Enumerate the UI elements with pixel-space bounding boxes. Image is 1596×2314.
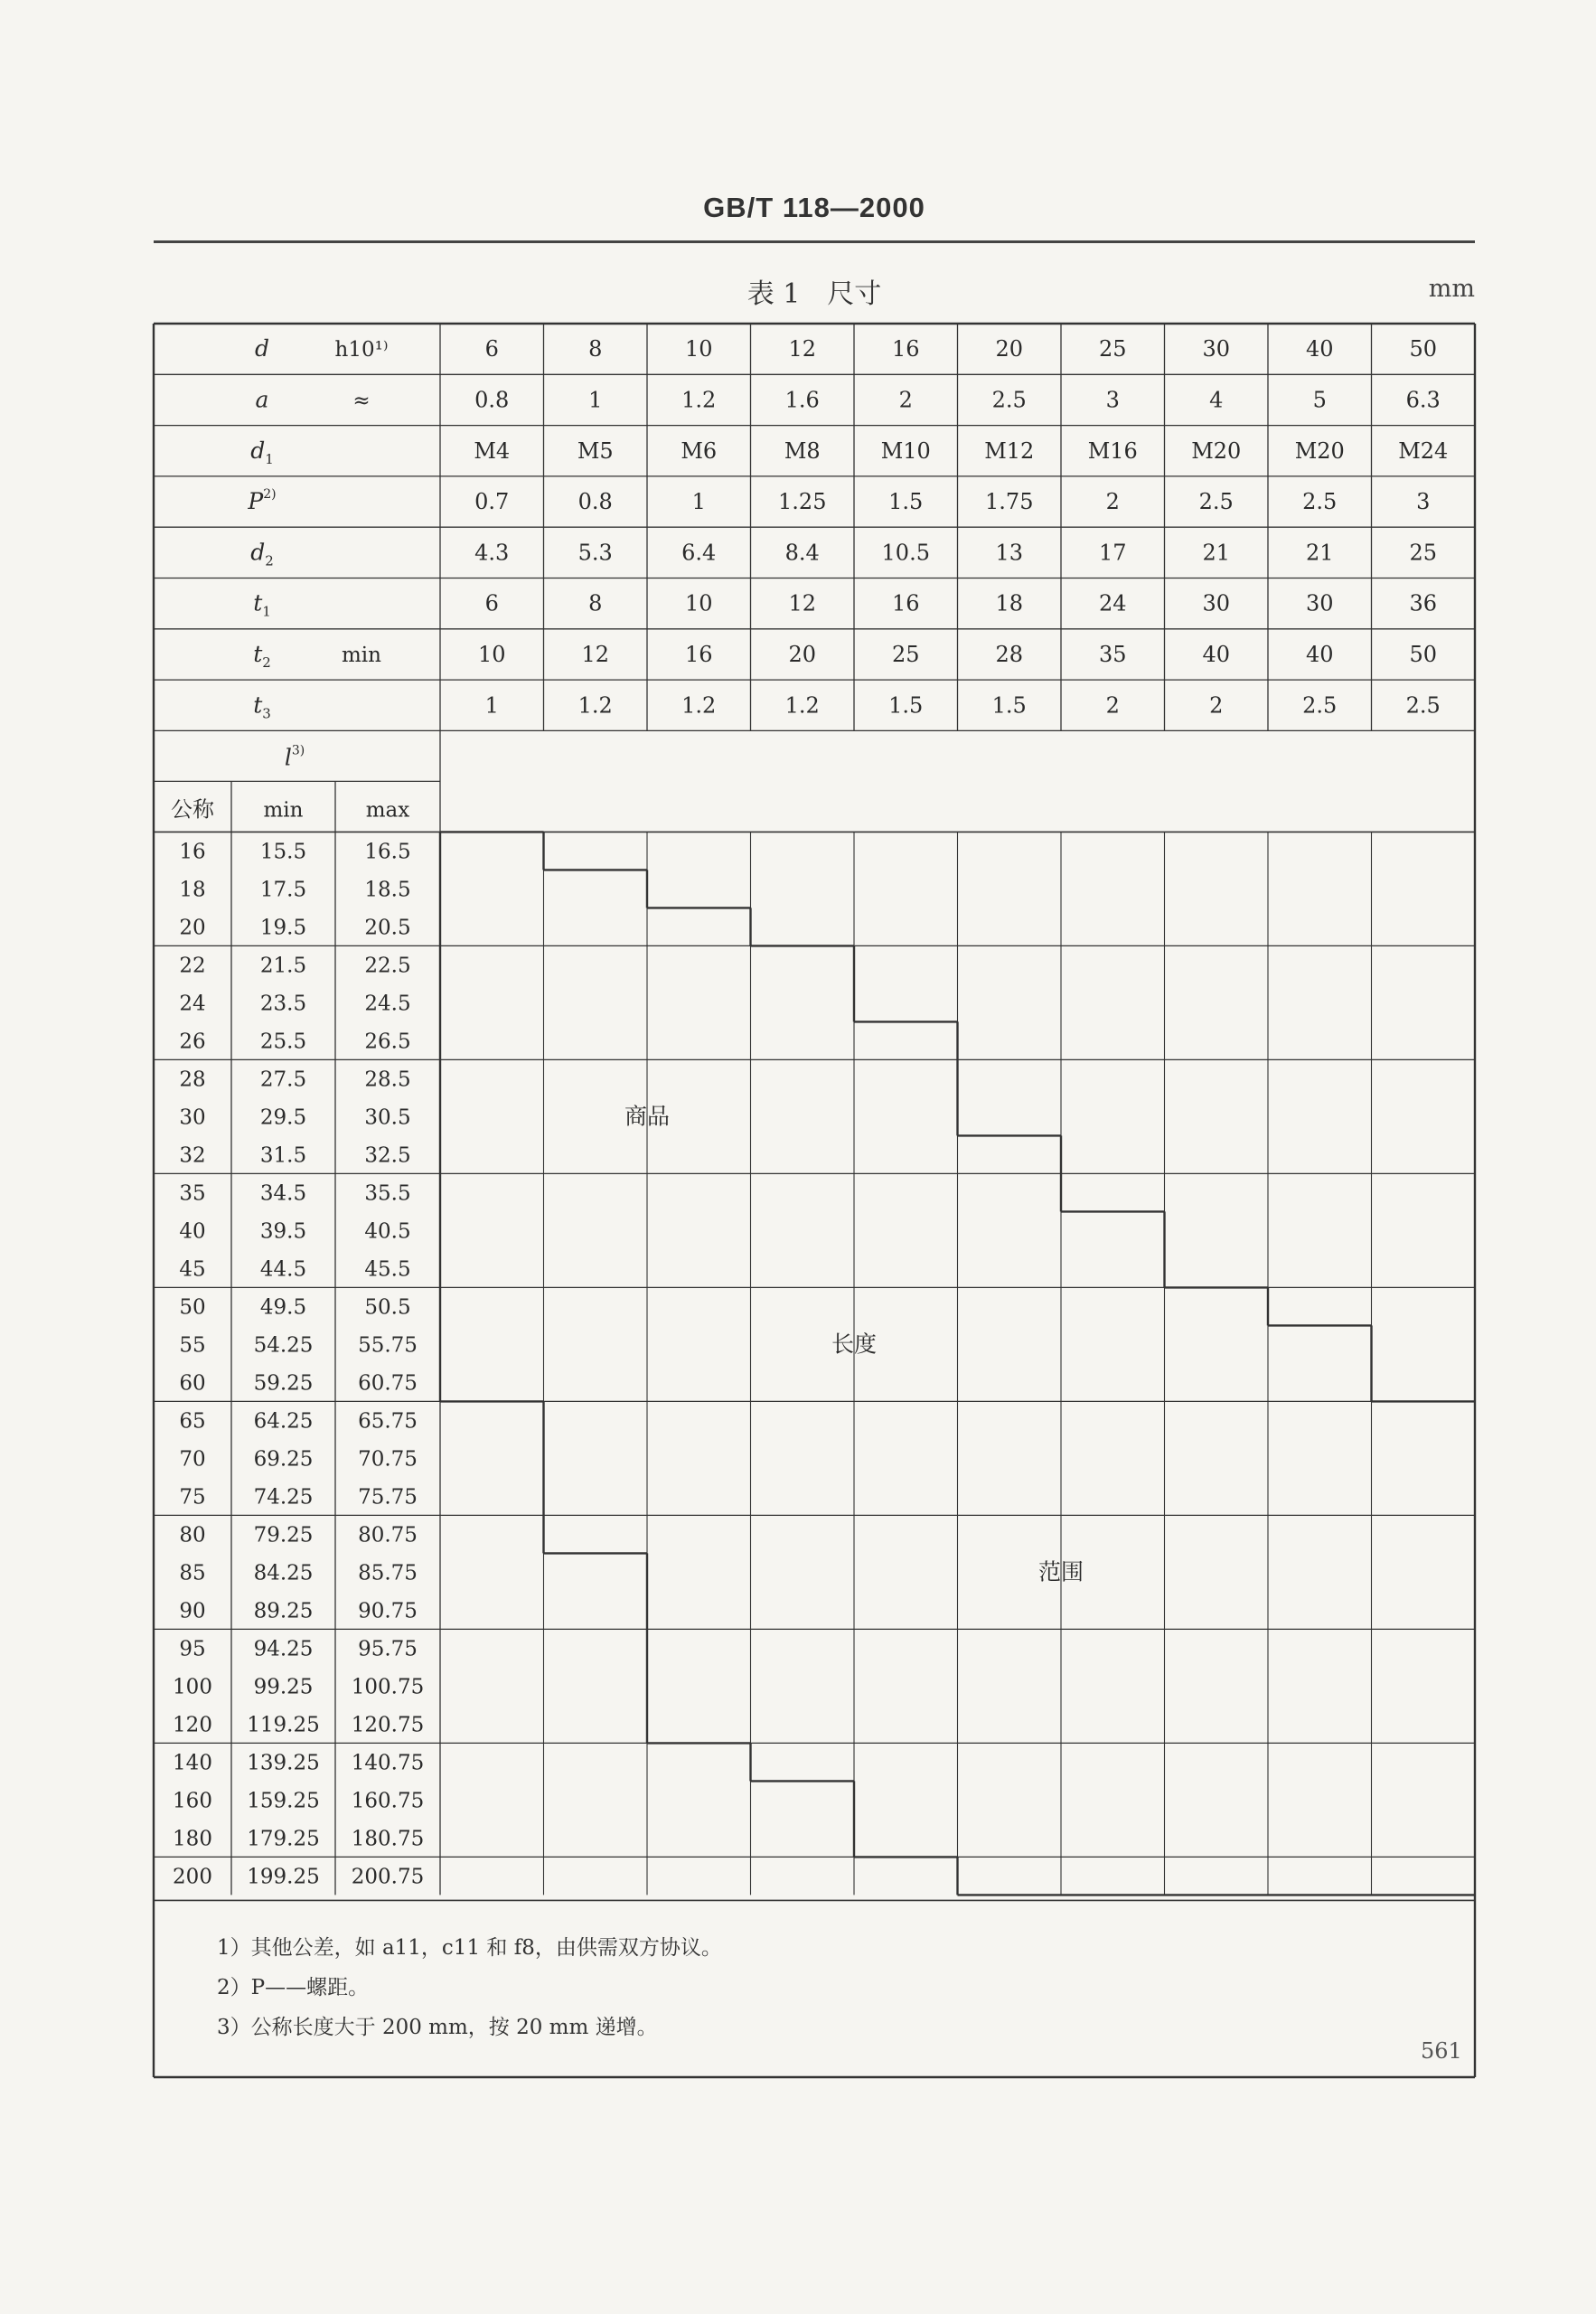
- length-value-24-1: 139.25: [247, 1751, 320, 1775]
- spec-value-6-2: 16: [684, 641, 713, 667]
- spec-value-6-0: 10: [477, 641, 506, 667]
- spec-value-5-9: 36: [1409, 590, 1438, 616]
- length-value-14-2: 60.75: [358, 1371, 418, 1396]
- length-value-20-2: 90.75: [358, 1599, 418, 1623]
- length-value-8-2: 32.5: [364, 1143, 411, 1168]
- length-value-15-2: 65.75: [358, 1409, 418, 1434]
- length-value-3-1: 21.5: [259, 954, 307, 978]
- length-value-9-2: 35.5: [364, 1181, 411, 1206]
- spec-value-1-2: 1.2: [681, 387, 717, 413]
- spec-symbol-0: d: [254, 335, 270, 362]
- spec-value-3-8: 2.5: [1302, 489, 1338, 515]
- spec-value-4-8: 21: [1305, 540, 1334, 566]
- spec-value-2-3: M8: [784, 437, 821, 464]
- length-value-12-0: 50: [179, 1295, 206, 1320]
- length-value-19-1: 84.25: [253, 1561, 314, 1585]
- length-value-13-2: 55.75: [358, 1333, 418, 1358]
- spec-value-1-8: 5: [1312, 387, 1327, 413]
- length-value-7-2: 30.5: [364, 1105, 411, 1130]
- spec-symbol-3: $P^{2)}$: [248, 487, 277, 515]
- standard-code: GB/T 118—2000: [703, 192, 925, 223]
- length-value-14-1: 59.25: [253, 1371, 314, 1396]
- length-value-25-2: 160.75: [351, 1789, 425, 1813]
- length-value-22-1: 99.25: [253, 1675, 314, 1699]
- length-value-13-1: 54.25: [253, 1333, 314, 1358]
- length-value-8-1: 31.5: [259, 1143, 307, 1168]
- length-value-13-0: 55: [179, 1333, 206, 1358]
- spec-value-4-3: 8.4: [784, 540, 820, 566]
- table-unit: mm: [1428, 275, 1475, 303]
- spec-value-3-4: 1.5: [888, 489, 924, 515]
- length-value-16-2: 70.75: [358, 1447, 418, 1472]
- spec-value-7-6: 2: [1105, 692, 1120, 719]
- spec-value-7-1: 1.2: [577, 692, 613, 719]
- spec-value-2-1: M5: [577, 437, 614, 464]
- spec-value-7-7: 2: [1209, 692, 1224, 719]
- length-value-12-1: 49.5: [259, 1295, 307, 1320]
- length-value-11-1: 44.5: [259, 1257, 307, 1282]
- length-value-12-2: 50.5: [364, 1295, 411, 1320]
- spec-symbol-4: $d_2$: [250, 539, 274, 569]
- spec-value-0-7: 30: [1202, 336, 1231, 362]
- spec-value-5-1: 8: [588, 590, 603, 616]
- spec-value-5-8: 30: [1305, 590, 1334, 616]
- length-value-18-2: 80.75: [358, 1523, 418, 1547]
- length-value-27-1: 199.25: [247, 1865, 320, 1889]
- length-value-3-0: 22: [179, 954, 206, 978]
- spec-value-1-4: 2: [898, 387, 913, 413]
- spec-value-0-2: 10: [684, 336, 713, 362]
- spec-value-6-6: 35: [1098, 641, 1127, 667]
- range-word-2: 长度: [831, 1331, 878, 1358]
- spec-note-6: min: [342, 643, 381, 667]
- length-value-1-1: 17.5: [259, 878, 307, 902]
- length-value-7-0: 30: [179, 1105, 206, 1130]
- length-value-21-2: 95.75: [358, 1637, 418, 1661]
- length-col-min: min: [263, 798, 304, 823]
- length-value-18-0: 80: [179, 1523, 206, 1547]
- length-value-6-2: 28.5: [364, 1068, 411, 1092]
- length-value-10-1: 39.5: [259, 1219, 307, 1244]
- spec-value-2-5: M12: [984, 437, 1035, 464]
- spec-value-3-5: 1.75: [985, 489, 1034, 515]
- spec-value-4-2: 6.4: [681, 540, 717, 566]
- spec-value-4-0: 4.3: [474, 540, 510, 566]
- spec-value-2-0: M4: [474, 437, 511, 464]
- spec-value-1-0: 0.8: [474, 387, 510, 413]
- spec-symbol-2: $d_1$: [250, 437, 274, 467]
- length-value-22-2: 100.75: [351, 1675, 425, 1699]
- spec-value-6-8: 40: [1305, 641, 1334, 667]
- length-value-9-1: 34.5: [259, 1181, 307, 1206]
- page-number: 561: [1421, 2038, 1462, 2064]
- spec-value-4-4: 10.5: [881, 540, 930, 566]
- length-value-5-1: 25.5: [259, 1030, 307, 1054]
- spec-value-3-2: 1: [691, 489, 706, 515]
- length-value-27-0: 200: [173, 1865, 212, 1889]
- length-value-11-0: 45: [179, 1257, 206, 1282]
- length-value-15-0: 65: [179, 1409, 206, 1434]
- spec-value-4-6: 17: [1098, 540, 1127, 566]
- spec-value-7-8: 2.5: [1302, 692, 1338, 719]
- length-value-5-0: 26: [179, 1030, 206, 1054]
- length-value-11-2: 45.5: [364, 1257, 411, 1282]
- spec-value-6-5: 28: [995, 641, 1024, 667]
- spec-value-5-3: 12: [788, 590, 817, 616]
- length-value-10-2: 40.5: [364, 1219, 411, 1244]
- length-value-26-0: 180: [173, 1827, 212, 1851]
- length-value-16-0: 70: [179, 1447, 206, 1472]
- spec-value-5-2: 10: [684, 590, 713, 616]
- spec-value-0-4: 16: [891, 336, 920, 362]
- spec-value-6-3: 20: [788, 641, 817, 667]
- spec-value-3-9: 3: [1416, 489, 1431, 515]
- length-value-19-2: 85.75: [358, 1561, 418, 1585]
- table-title: 表 1 尺寸: [746, 278, 882, 310]
- length-value-1-0: 18: [179, 878, 206, 902]
- spec-value-3-0: 0.7: [474, 489, 510, 515]
- length-value-6-1: 27.5: [259, 1068, 307, 1092]
- length-value-9-0: 35: [179, 1181, 206, 1206]
- range-word-3: 范围: [1037, 1558, 1084, 1585]
- spec-value-2-8: M20: [1294, 437, 1345, 464]
- length-value-17-1: 74.25: [253, 1485, 314, 1510]
- length-value-17-2: 75.75: [358, 1485, 418, 1510]
- length-value-15-1: 64.25: [253, 1409, 314, 1434]
- spec-value-4-7: 21: [1202, 540, 1231, 566]
- spec-note-1: ≈: [352, 389, 371, 413]
- spec-value-0-8: 40: [1305, 336, 1334, 362]
- length-value-25-1: 159.25: [247, 1789, 320, 1813]
- length-value-17-0: 75: [179, 1485, 206, 1510]
- spec-value-7-5: 1.5: [991, 692, 1027, 719]
- spec-value-6-9: 50: [1409, 641, 1438, 667]
- spec-symbol-7: $t_3$: [253, 691, 271, 722]
- length-value-2-0: 20: [179, 916, 206, 940]
- spec-value-7-9: 2.5: [1405, 692, 1441, 719]
- length-value-19-0: 85: [179, 1561, 206, 1585]
- spec-value-5-5: 18: [995, 590, 1024, 616]
- length-value-20-0: 90: [179, 1599, 206, 1623]
- spec-value-3-1: 0.8: [577, 489, 613, 515]
- length-value-21-0: 95: [179, 1637, 206, 1661]
- spec-value-5-7: 30: [1202, 590, 1231, 616]
- spec-value-3-6: 2: [1105, 489, 1120, 515]
- length-value-14-0: 60: [179, 1371, 206, 1396]
- length-value-27-2: 200.75: [351, 1865, 425, 1889]
- length-value-25-0: 160: [173, 1789, 212, 1813]
- spec-value-5-4: 16: [891, 590, 920, 616]
- length-value-10-0: 40: [179, 1219, 206, 1244]
- spec-value-7-2: 1.2: [681, 692, 717, 719]
- length-value-21-1: 94.25: [253, 1637, 314, 1661]
- length-col-max: max: [365, 798, 410, 823]
- length-value-2-1: 19.5: [259, 916, 307, 940]
- spec-value-7-3: 1.2: [784, 692, 820, 719]
- length-value-0-0: 16: [179, 840, 206, 864]
- length-value-23-0: 120: [173, 1713, 212, 1737]
- spec-value-7-4: 1.5: [888, 692, 924, 719]
- length-value-23-2: 120.75: [351, 1713, 425, 1737]
- length-value-1-2: 18.5: [364, 878, 411, 902]
- footnote-3: 3）公称长度大于 200 mm，按 20 mm 递增。: [217, 2016, 658, 2039]
- spec-value-6-7: 40: [1202, 641, 1231, 667]
- spec-value-2-6: M16: [1087, 437, 1138, 464]
- length-value-2-2: 20.5: [364, 916, 411, 940]
- spec-value-1-6: 3: [1105, 387, 1120, 413]
- spec-value-3-3: 1.25: [778, 489, 827, 515]
- spec-symbol-6: $t_2$: [253, 640, 271, 671]
- spec-value-4-9: 25: [1409, 540, 1438, 566]
- length-value-16-1: 69.25: [253, 1447, 314, 1472]
- length-value-0-1: 15.5: [259, 840, 307, 864]
- spec-value-6-4: 25: [891, 641, 920, 667]
- spec-value-1-1: 1: [588, 387, 603, 413]
- spec-value-1-5: 2.5: [991, 387, 1027, 413]
- spec-value-4-1: 5.3: [577, 540, 613, 566]
- spec-value-2-2: M6: [681, 437, 718, 464]
- spec-symbol-1: a: [255, 386, 269, 413]
- spec-value-0-1: 8: [588, 336, 603, 362]
- length-col-nominal: 公称: [171, 796, 214, 823]
- range-word-1: 商品: [624, 1103, 671, 1130]
- spec-value-5-6: 24: [1098, 590, 1127, 616]
- spec-value-1-9: 6.3: [1405, 387, 1441, 413]
- length-value-26-2: 180.75: [351, 1827, 425, 1851]
- spec-value-2-9: M24: [1398, 437, 1449, 464]
- length-value-7-1: 29.5: [259, 1105, 307, 1130]
- length-value-26-1: 179.25: [247, 1827, 320, 1851]
- length-value-5-2: 26.5: [364, 1030, 411, 1054]
- length-value-24-2: 140.75: [351, 1751, 425, 1775]
- spec-value-0-9: 50: [1409, 336, 1438, 362]
- length-value-20-1: 89.25: [253, 1599, 314, 1623]
- spec-value-0-5: 20: [995, 336, 1024, 362]
- spec-note-0: h10¹⁾: [334, 338, 389, 362]
- spec-value-4-5: 13: [995, 540, 1024, 566]
- spec-value-2-7: M20: [1191, 437, 1242, 464]
- length-value-0-2: 16.5: [364, 840, 411, 864]
- length-value-23-1: 119.25: [247, 1713, 320, 1737]
- spec-value-6-1: 12: [581, 641, 610, 667]
- spec-value-5-0: 6: [484, 590, 499, 616]
- length-value-4-2: 24.5: [364, 992, 411, 1016]
- footnote-2: 2）P——螺距。: [217, 1976, 370, 1999]
- spec-value-1-3: 1.6: [784, 387, 820, 413]
- footnote-1: 1）其他公差，如 a11，c11 和 f8，由供需双方协议。: [217, 1936, 722, 1960]
- spec-value-2-4: M10: [880, 437, 931, 464]
- length-value-6-0: 28: [179, 1068, 206, 1092]
- spec-value-0-0: 6: [484, 336, 499, 362]
- length-value-22-0: 100: [173, 1675, 212, 1699]
- spec-value-0-6: 25: [1098, 336, 1127, 362]
- length-value-24-0: 140: [173, 1751, 212, 1775]
- spec-value-1-7: 4: [1209, 387, 1224, 413]
- length-symbol: $l^{3)}$: [284, 743, 305, 771]
- spec-value-7-0: 1: [484, 692, 499, 719]
- length-value-18-1: 79.25: [253, 1523, 314, 1547]
- length-value-8-0: 32: [179, 1143, 206, 1168]
- length-value-3-2: 22.5: [364, 954, 411, 978]
- spec-value-3-7: 2.5: [1198, 489, 1234, 515]
- length-value-4-0: 24: [179, 992, 206, 1016]
- spec-value-0-3: 12: [788, 336, 817, 362]
- spec-symbol-5: $t_1$: [253, 589, 271, 620]
- length-value-4-1: 23.5: [259, 992, 307, 1016]
